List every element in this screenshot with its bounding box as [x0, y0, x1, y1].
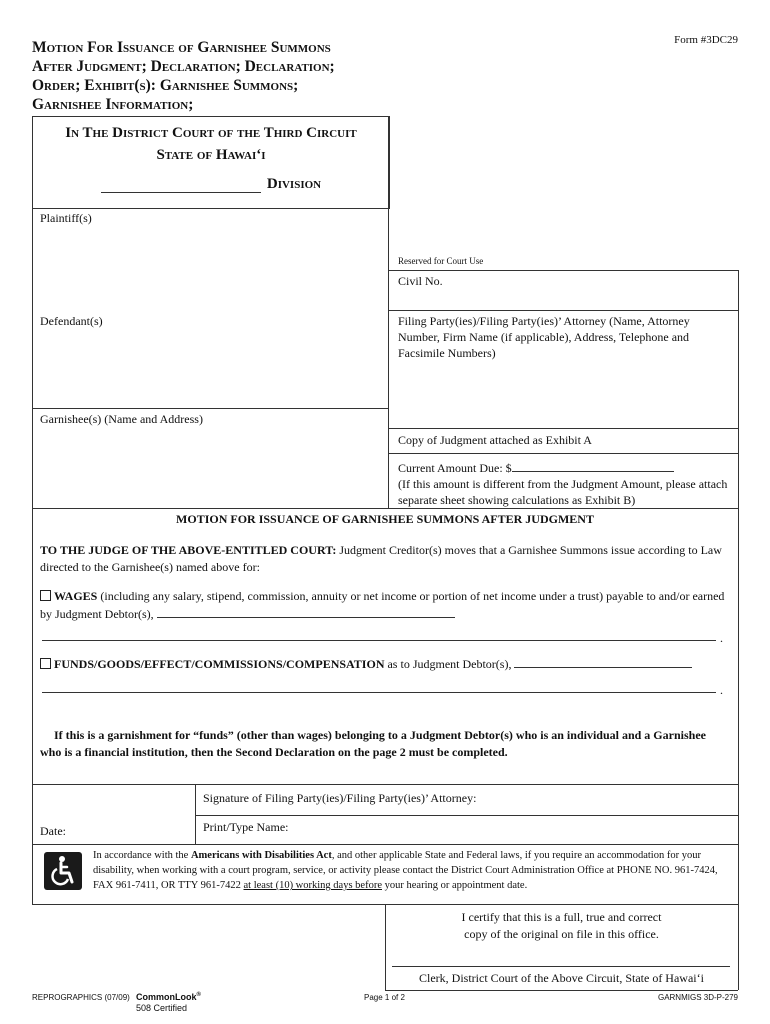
garnishee-field[interactable] [33, 428, 387, 506]
form-code: GARNMIGS 3D-P-279 [657, 993, 738, 1002]
signature-field[interactable] [196, 800, 736, 814]
amount-due-field[interactable] [512, 459, 674, 472]
signature-label: Signature of Filing Party(ies)/Filing Party(ies)’ Attorney: [203, 791, 477, 805]
court-caption: In The District Court of the Third Circuit State of Hawai‘i Division [32, 116, 390, 209]
funds-checkbox[interactable] [40, 658, 51, 669]
reserved-label: Reserved for Court Use [398, 256, 484, 266]
date-field[interactable] [80, 820, 190, 840]
division-field[interactable] [101, 178, 261, 193]
print-name-label: Print/Type Name: [203, 820, 289, 834]
funds-debtor-field[interactable] [514, 655, 692, 668]
date-label: Date: [40, 824, 66, 838]
certification-text: I certify that this is a full, true and correct copy of the original on file in this office. [461, 910, 662, 941]
garnishee-label: Garnishee(s) (Name and Address) [40, 412, 203, 426]
form-title: Motion For Issuance of Garnishee Summons After Judgment; Declaration; Declaration; Order; Exhibit(s): Garnishee Summons; Garnishee Information; [32, 39, 335, 113]
wheelchair-icon [44, 852, 82, 890]
wages-line-2[interactable] [42, 640, 716, 641]
clerk-label: Clerk, District Court of the Above Circuit, State of Hawai‘i [419, 971, 704, 985]
commonlook-logo: CommonLook® 508 Certified [136, 992, 201, 1013]
to-judge-paragraph: TO THE JUDGE OF THE ABOVE-ENTITLED COURT: Judgment Creditor(s) moves that a Garnishee Summons issue according to Law directed to the Garnishee(s) named above for: [40, 543, 722, 574]
reprographics-label: REPROGRAPHICS (07/09) [32, 993, 130, 1002]
wages-checkbox[interactable] [40, 590, 51, 601]
ada-notice: In accordance with the Americans with Disabilities Act, and other applicable State and Federal laws, if you require an accommodation for your disability, when working with a court program, service, or activity please contact the District Court Administration Office at PHONE NO. 961-7424, FAX 961-7411, OR TTY 961-7422 at least (10) working days before your hearing or appointment date. [93, 850, 718, 891]
filing-party-label: Filing Party(ies)/Filing Party(ies)’ Attorney (Name, Attorney Number, Firm Name (if applicable), Address, Telephone and Facsimile Numbers) [398, 314, 690, 360]
motion-heading: MOTION FOR ISSUANCE OF GARNISHEE SUMMONS AFTER JUDGMENT [176, 512, 594, 526]
form-number: Form #3DC29 [674, 34, 738, 46]
funds-paragraph: FUNDS/GOODS/EFFECT/COMMISSIONS/COMPENSATION as to Judgment Debtor(s), [40, 655, 730, 673]
second-declaration-notice: If this is a garnishment for “funds” (other than wages) belonging to a Judgment Debtor(s) who is an individual and a Garnishee who is a financial institution, then the Second Declaration on the page 2 must be completed. [40, 728, 706, 759]
clerk-signature-line[interactable] [392, 966, 730, 967]
page-number: Page 1 of 2 [364, 993, 405, 1002]
print-name-field[interactable] [300, 818, 736, 842]
plaintiff-label: Plaintiff(s) [40, 211, 92, 225]
amount-due-block: Current Amount Due: $ (If this amount is different from the Judgment Amount, please attach separate sheet showing calculations as Exhibit B) [398, 461, 728, 507]
wages-debtor-field[interactable] [157, 605, 455, 618]
funds-line-2[interactable] [42, 692, 716, 693]
wages-paragraph: WAGES (including any salary, stipend, commission, annuity or net income or portion of net income under a trust) payable to and/or earned by Judgment Debtor(s), [40, 589, 725, 621]
defendant-field[interactable] [33, 330, 387, 406]
plaintiff-field[interactable] [33, 228, 387, 308]
defendant-label: Defendant(s) [40, 314, 103, 328]
civil-no-label: Civil No. [398, 274, 443, 288]
copy-judgment-label: Copy of Judgment attached as Exhibit A [398, 433, 592, 447]
